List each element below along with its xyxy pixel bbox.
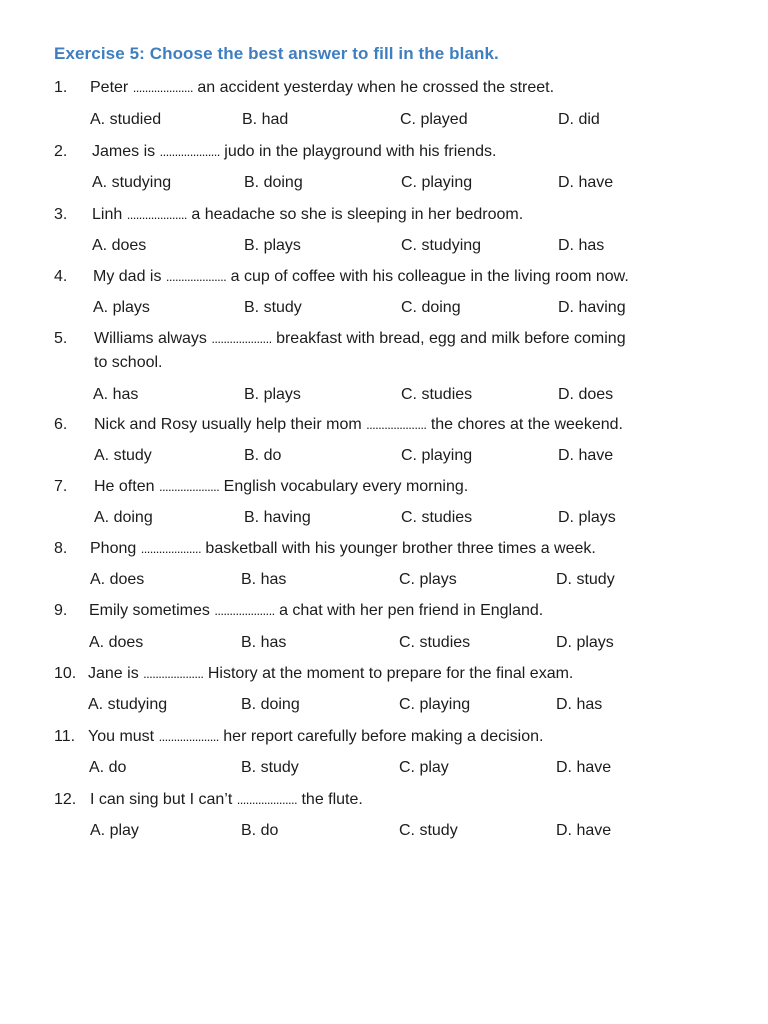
question-text (90, 76, 554, 100)
question-prefix: I can sing but I can’t (90, 791, 233, 808)
option-d[interactable]: D. has (556, 696, 603, 713)
option-d[interactable]: D. have (558, 447, 614, 464)
option-d[interactable]: D. have (558, 174, 614, 191)
option-b[interactable]: B. do (244, 447, 282, 464)
question-prefix: He often (94, 478, 155, 495)
question-prefix: Phong (90, 540, 137, 557)
answer-blank[interactable]: .................... (366, 417, 427, 432)
question-number: 1. (54, 79, 68, 96)
option-b[interactable]: B. study (244, 299, 302, 316)
question-suffix: History at the moment to prepare for the final exam. (207, 665, 574, 682)
option-c[interactable]: C. studies (401, 386, 473, 403)
option-d[interactable]: D. plays (556, 634, 614, 651)
option-c[interactable]: C. playing (401, 174, 473, 191)
question-number: 10. (54, 665, 77, 682)
option-b[interactable]: B. do (241, 822, 279, 839)
answer-blank[interactable]: .................... (211, 331, 272, 346)
answer-blank[interactable]: .................... (158, 479, 220, 494)
question-number: 12. (54, 791, 77, 808)
question-suffix: an accident yesterday when he crossed the street. (197, 79, 555, 96)
question-text (94, 475, 468, 499)
question-prefix: You must (88, 728, 155, 745)
option-a[interactable]: A. studying (88, 696, 168, 713)
option-b[interactable]: B. study (241, 759, 299, 776)
question-number: 7. (54, 478, 68, 495)
question-suffix: a headache so she is sleeping in her bedroom. (191, 206, 524, 223)
option-a[interactable]: A. doing (94, 509, 153, 526)
option-a[interactable]: A. study (94, 447, 152, 464)
question-text (92, 203, 523, 227)
option-a[interactable]: A. play (90, 822, 139, 839)
question-suffix: judo in the playground with his friends. (224, 143, 497, 160)
answer-blank[interactable]: .................... (132, 80, 193, 95)
question-text (94, 413, 623, 437)
option-c[interactable]: C. plays (399, 571, 457, 588)
option-d[interactable]: D. did (558, 111, 600, 128)
option-c[interactable]: C. studies (401, 509, 473, 526)
question-suffix: the chores at the weekend. (430, 416, 623, 433)
answer-blank[interactable]: .................... (143, 666, 204, 681)
option-d[interactable]: D. plays (558, 509, 616, 526)
option-c[interactable]: C. doing (401, 299, 461, 316)
question-prefix: Williams always (94, 330, 207, 347)
question-number: 4. (54, 268, 68, 285)
question-number: 3. (54, 206, 68, 223)
option-c[interactable]: C. study (399, 822, 458, 839)
question-continuation: to school. (94, 354, 163, 371)
question-prefix: Emily sometimes (89, 602, 210, 619)
option-c[interactable]: C. studying (401, 237, 482, 254)
option-a[interactable]: A. studying (92, 174, 172, 191)
question-prefix: Nick and Rosy usually help their mom (94, 416, 362, 433)
option-c[interactable]: C. playing (399, 696, 471, 713)
question-prefix: James is (92, 143, 156, 160)
option-c[interactable]: C. studies (399, 634, 471, 651)
option-b[interactable]: B. has (241, 634, 287, 651)
question-text (93, 265, 629, 289)
option-b[interactable]: B. doing (241, 696, 300, 713)
question-prefix: Linh (92, 206, 123, 223)
question-text (94, 327, 626, 351)
answer-blank[interactable]: .................... (159, 144, 220, 159)
option-d[interactable]: D. has (558, 237, 605, 254)
option-b[interactable]: B. having (244, 509, 311, 526)
question-text (92, 140, 496, 164)
option-a[interactable]: A. does (92, 237, 147, 254)
question-suffix: the flute. (301, 791, 363, 808)
question-text (90, 537, 596, 561)
option-a[interactable]: A. studied (90, 111, 162, 128)
option-a[interactable]: A. has (93, 386, 139, 403)
question-text (88, 662, 573, 686)
question-number: 9. (54, 602, 68, 619)
question-prefix: Peter (90, 79, 129, 96)
option-d[interactable]: D. does (558, 386, 614, 403)
question-suffix: English vocabulary every morning. (223, 478, 469, 495)
option-c[interactable]: C. playing (401, 447, 473, 464)
option-b[interactable]: B. has (241, 571, 287, 588)
option-d[interactable]: D. study (556, 571, 615, 588)
question-number: 11. (54, 728, 76, 745)
option-c[interactable]: C. played (400, 111, 468, 128)
option-d[interactable]: D. having (558, 299, 626, 316)
option-b[interactable]: B. doing (244, 174, 303, 191)
option-c[interactable]: C. play (399, 759, 449, 776)
question-text (90, 788, 363, 812)
question-number: 2. (54, 143, 68, 160)
option-b[interactable]: B. plays (244, 386, 301, 403)
option-a[interactable]: A. does (89, 634, 144, 651)
answer-blank[interactable]: .................... (165, 269, 227, 284)
option-d[interactable]: D. have (556, 822, 612, 839)
option-a[interactable]: A. do (89, 759, 127, 776)
answer-blank[interactable]: .................... (236, 792, 298, 807)
question-text (88, 725, 543, 749)
option-d[interactable]: D. have (556, 759, 612, 776)
answer-blank[interactable]: .................... (126, 207, 187, 222)
question-text (89, 599, 543, 623)
option-b[interactable]: B. had (242, 111, 289, 128)
question-number: 6. (54, 416, 68, 433)
answer-blank[interactable]: .................... (140, 541, 201, 556)
question-suffix: a chat with her pen friend in England. (279, 602, 544, 619)
question-suffix: her report carefully before making a decision. (223, 728, 544, 745)
option-a[interactable]: A. does (90, 571, 145, 588)
question-suffix: breakfast with bread, egg and milk before coming (276, 330, 626, 347)
question-prefix: Jane is (88, 665, 139, 682)
option-a[interactable]: A. plays (93, 299, 150, 316)
answer-blank[interactable]: .................... (214, 603, 275, 618)
question-suffix: a cup of coffee with his colleague in the living room now. (230, 268, 629, 285)
question-prefix: My dad is (93, 268, 162, 285)
question-suffix: basketball with his younger brother three times a week. (205, 540, 596, 557)
answer-blank[interactable]: .................... (158, 729, 219, 744)
exercise-title: Exercise 5: Choose the best answer to fill in the blank. (54, 44, 499, 63)
question-number: 5. (54, 330, 68, 347)
question-number: 8. (54, 540, 68, 557)
option-b[interactable]: B. plays (244, 237, 301, 254)
